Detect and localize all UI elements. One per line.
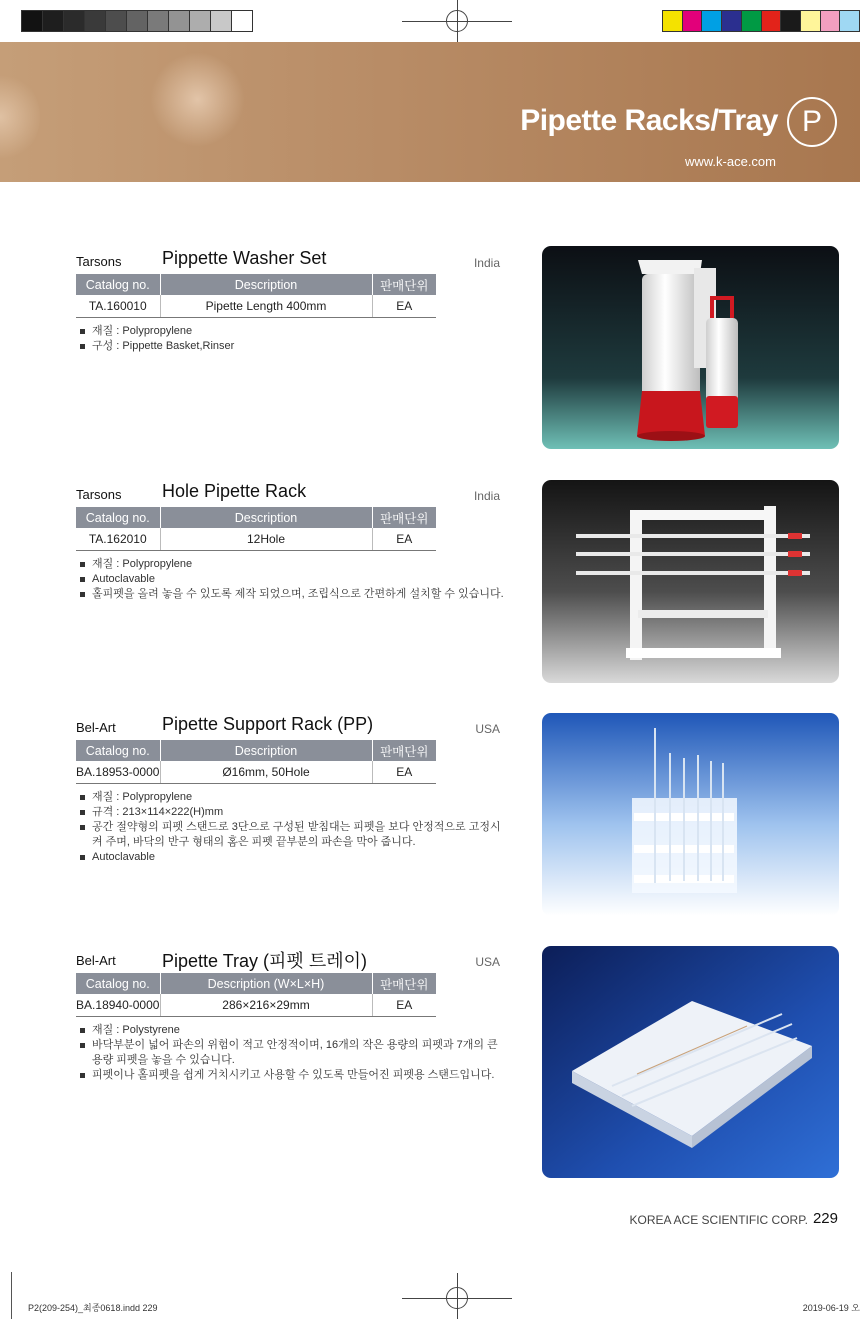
photo-pipette-support-rack (542, 713, 839, 916)
spec-table (76, 973, 436, 1017)
list-item: 홀피펫을 올려 놓을 수 있도록 제작 되었으며, 조립식으로 간편하게 설치할 수 있습니다. (80, 587, 506, 602)
product-pipette-washer-set (76, 248, 506, 358)
list-item: Autoclavable (80, 850, 506, 865)
page-title: Pipette Racks/Tray (520, 104, 778, 137)
catalog-header: Catalog no. (76, 507, 160, 528)
list-item: 공간 절약형의 피펫 스탠드로 3단으로 구성된 받침대는 피펫을 보다 안정적으로 고정시켜 주며, 바닥의 반구 형태의 홈은 피펫 끝부분의 파손을 막아 줍니다. (80, 820, 506, 850)
gray-swatch (64, 11, 85, 31)
photo-pipette-tray (542, 946, 839, 1178)
color-bar (662, 10, 860, 32)
product-name: Pippette Washer Set (162, 248, 327, 268)
product-name: Pipette Support Rack (PP) (162, 714, 374, 734)
gray-swatch (190, 11, 211, 31)
catalog-number: BA.18940-0000 (76, 994, 160, 1016)
product-notes (80, 557, 506, 602)
spec-table (76, 740, 436, 784)
table-row (76, 761, 436, 783)
unit-header: 판매단위 (372, 274, 436, 295)
table-row (76, 295, 436, 317)
color-swatch (801, 11, 821, 31)
color-swatch (762, 11, 782, 31)
description-header: Description (160, 507, 372, 528)
product-origin: India (473, 489, 500, 503)
product-brand: Tarsons (76, 487, 122, 502)
product-pipette-support-rack (76, 714, 506, 874)
unit-header: 판매단위 (372, 507, 436, 528)
website-url: www.k-ace.com (684, 154, 776, 169)
photo-hole-pipette-rack (542, 480, 839, 683)
gray-swatch (127, 11, 148, 31)
catalog-number: BA.18953-0000 (76, 761, 160, 783)
print-slug-filename: P2(209-254)_최종0618.indd 229 (28, 1303, 158, 1313)
catalog-header: Catalog no. (76, 740, 160, 761)
list-item: 구성 : Pippette Basket,Rinser (80, 339, 506, 354)
product-brand: Bel-Art (76, 720, 116, 735)
product-name: Pipette Tray (피펫 트레이) (162, 951, 367, 971)
product-notes (80, 790, 506, 865)
color-swatch (683, 11, 703, 31)
product-pipette-tray (76, 947, 506, 1087)
spec-table (76, 507, 436, 551)
section-badge: P (787, 97, 837, 147)
product-origin: India (473, 256, 500, 270)
print-slug-date: 2019-06-19 오 (802, 1303, 860, 1313)
unit-header: 판매단위 (372, 740, 436, 761)
photo-pipette-washer-set (542, 246, 839, 449)
support-rack-illustration (542, 713, 839, 916)
table-row (76, 528, 436, 550)
product-hole-pipette-rack (76, 481, 506, 611)
description-header: Description (160, 740, 372, 761)
spec-table (76, 274, 436, 318)
list-item: 규격 : 213×114×222(H)mm (80, 805, 506, 820)
hole-rack-illustration (542, 480, 839, 683)
color-swatch (781, 11, 801, 31)
unit-cell: EA (372, 994, 436, 1016)
header-band (0, 42, 860, 182)
catalog-header: Catalog no. (76, 274, 160, 295)
page-number: 229 (812, 1210, 838, 1227)
washer-set-illustration (542, 246, 839, 449)
list-item: 재질 : Polystyrene (80, 1023, 506, 1038)
gray-scale-bar (21, 10, 253, 32)
registration-mark-top-icon (442, 6, 472, 36)
list-item: 재질 : Polypropylene (80, 790, 506, 805)
product-brand: Bel-Art (76, 953, 116, 968)
table-row (76, 994, 436, 1016)
gray-swatch (85, 11, 106, 31)
description-cell: Pipette Length 400mm (160, 295, 372, 317)
description-cell: 12Hole (160, 528, 372, 550)
catalog-header: Catalog no. (76, 973, 160, 994)
gray-swatch (169, 11, 190, 31)
list-item: 재질 : Polypropylene (80, 324, 506, 339)
unit-header: 판매단위 (372, 973, 436, 994)
catalog-number: TA.160010 (76, 295, 160, 317)
list-item: Autoclavable (80, 572, 506, 587)
gray-swatch (211, 11, 232, 31)
gray-swatch (106, 11, 127, 31)
crop-mark (11, 1272, 12, 1319)
description-header: Description (W×L×H) (160, 973, 372, 994)
color-swatch (722, 11, 742, 31)
registration-mark-bottom-icon (442, 1283, 472, 1313)
color-swatch (663, 11, 683, 31)
footer-company-name: KOREA ACE SCIENTIFIC CORP. (629, 1213, 808, 1227)
product-name: Hole Pipette Rack (162, 481, 307, 501)
gray-swatch (22, 11, 43, 31)
catalog-number: TA.162010 (76, 528, 160, 550)
description-cell: 286×216×29mm (160, 994, 372, 1016)
list-item: 피펫이나 홀피펫을 쉽게 거치시키고 사용할 수 있도록 만들어진 피펫용 스탠드입니다. (80, 1068, 506, 1083)
product-origin: USA (475, 955, 500, 969)
color-swatch (840, 11, 860, 31)
gray-swatch (232, 11, 252, 31)
product-notes (80, 324, 506, 354)
gray-swatch (43, 11, 64, 31)
product-origin: USA (475, 722, 500, 736)
unit-cell: EA (372, 528, 436, 550)
product-brand: Tarsons (76, 254, 122, 269)
unit-cell: EA (372, 761, 436, 783)
description-header: Description (160, 274, 372, 295)
color-swatch (821, 11, 841, 31)
color-swatch (702, 11, 722, 31)
product-notes (80, 1023, 506, 1083)
description-cell: Ø16mm, 50Hole (160, 761, 372, 783)
pipette-tray-illustration (542, 946, 839, 1178)
color-swatch (742, 11, 762, 31)
list-item: 바닥부분이 넓어 파손의 위험이 적고 안정적이며, 16개의 작은 용량의 피펫과 7개의 큰 용량 피펫을 놓을 수 있습니다. (80, 1038, 506, 1068)
list-item: 재질 : Polypropylene (80, 557, 506, 572)
gray-swatch (148, 11, 169, 31)
unit-cell: EA (372, 295, 436, 317)
